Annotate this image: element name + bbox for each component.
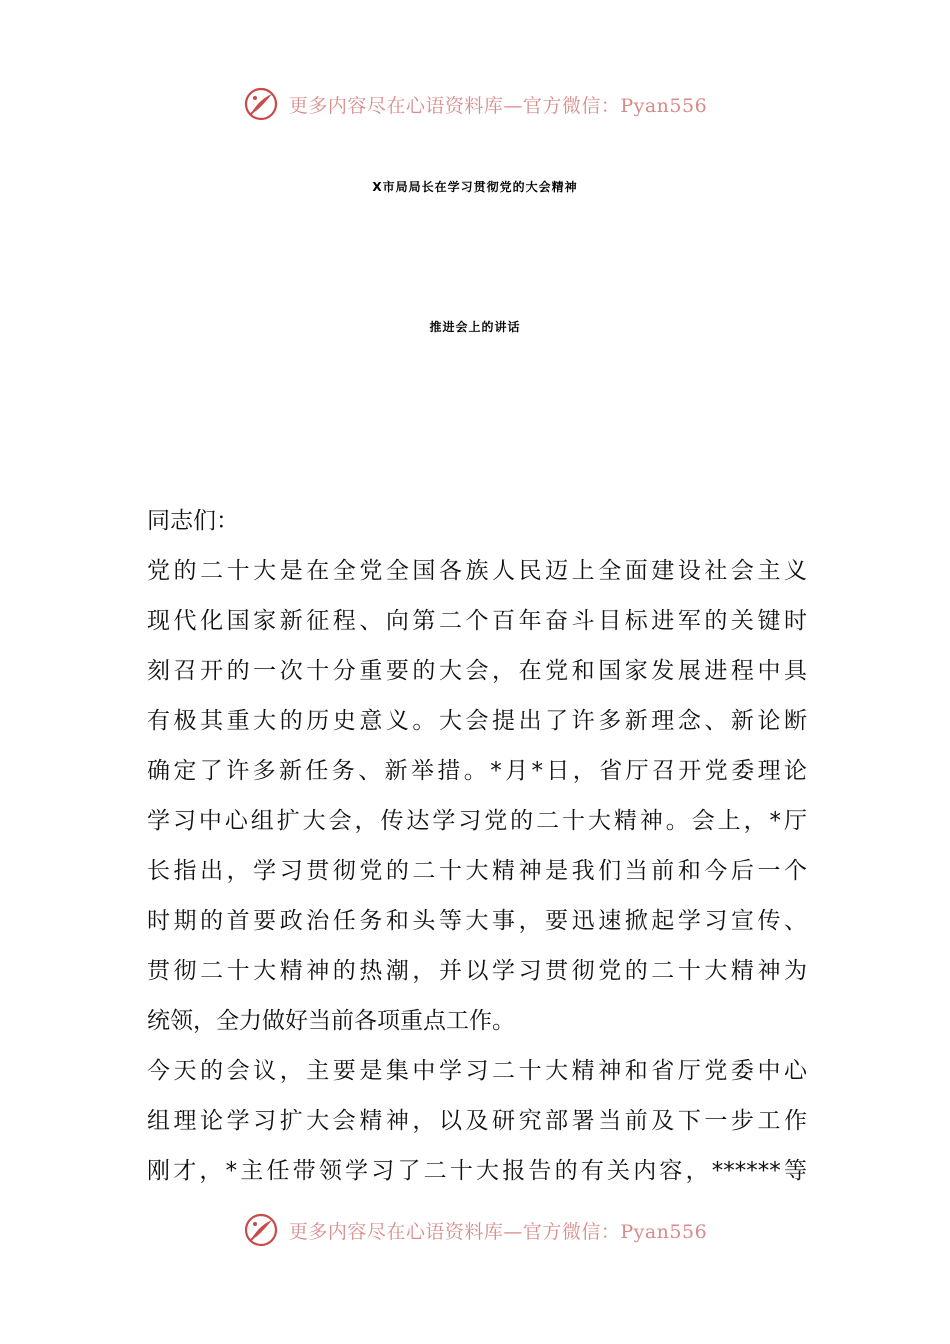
watermark-text: 更多内容尽在心语资料库—官方微信：Pyan556 [288, 94, 708, 117]
body-line: 时期的首要政治任务和头等大事，要迅速掀起学习宣传、 [147, 908, 807, 934]
body-line: 统领，全力做好当前各项重点工作。 [147, 1008, 515, 1034]
footer-watermark [0, 1208, 950, 1252]
header-watermark [0, 82, 950, 126]
body-line: 长指出，学习贯彻党的二十大精神是我们当前和今后一个 [147, 858, 807, 884]
body-line: 今天的会议，主要是集中学习二十大精神和省厅党委中心 [147, 1058, 807, 1084]
watermark-text: 更多内容尽在心语资料库—官方微信：Pyan556 [288, 1220, 708, 1243]
document-title-line-2: 推进会上的讲话 [429, 320, 521, 334]
body-line: 现代化国家新征程、向第二个百年奋斗目标进军的关键时 [147, 608, 807, 634]
body-line: 组理论学习扩大会精神，以及研究部署当前及下一步工作 [147, 1108, 807, 1134]
body-line: 学习中心组扩大会，传达学习党的二十大精神。会上，*厅 [147, 808, 807, 834]
body-line: 有极其重大的历史意义。大会提出了许多新理念、新论断 [147, 708, 807, 734]
body-line: 同志们： [147, 508, 239, 534]
body-line: 确定了许多新任务、新举措。*月*日，省厅召开党委理论 [147, 758, 807, 784]
body-line: 党的二十大是在全党全国各族人民迈上全面建设社会主义 [147, 558, 807, 584]
document-body [147, 496, 807, 1196]
body-line: 刚才，*主任带领学习了二十大报告的有关内容，******等 [147, 1158, 807, 1184]
body-line: 贯彻二十大精神的热潮，并以学习贯彻党的二十大精神为 [147, 958, 807, 984]
quill-logo-icon [243, 1212, 279, 1248]
quill-logo-icon [243, 86, 279, 122]
document-title-line-1: X市局局长在学习贯彻党的大会精神 [372, 180, 578, 194]
body-line: 刻召开的一次十分重要的大会，在党和国家发展进程中具 [147, 658, 807, 684]
